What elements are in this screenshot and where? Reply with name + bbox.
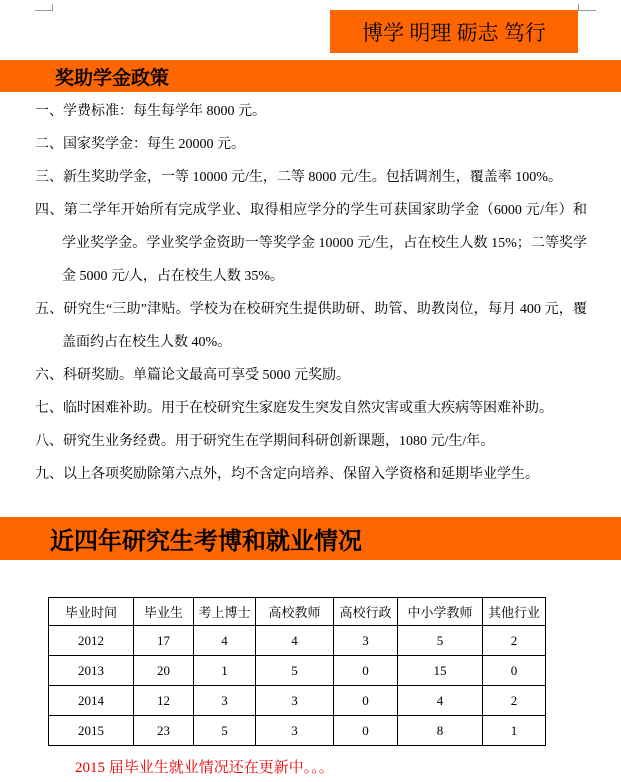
table-header-cell: 高校教师 bbox=[256, 598, 334, 626]
policy-text: 学费标准：每生每学年 8000 元。 bbox=[63, 104, 266, 119]
policy-number: 三、 bbox=[35, 170, 63, 185]
policy-text: 以上各项奖励除第六点外，均不含定向培养、保留入学资格和延期毕业学生。 bbox=[63, 467, 539, 482]
policy-number: 一、 bbox=[35, 104, 63, 119]
policy-number: 九、 bbox=[35, 467, 63, 482]
policy-list bbox=[35, 95, 587, 491]
table-header-cell: 毕业时间 bbox=[49, 598, 134, 626]
table-cell: 5 bbox=[194, 716, 256, 746]
policy-item bbox=[35, 161, 587, 194]
policy-item bbox=[35, 95, 587, 128]
policy-item bbox=[35, 392, 587, 425]
table-cell: 5 bbox=[256, 656, 334, 686]
table-row bbox=[49, 656, 546, 686]
policy-item bbox=[35, 425, 587, 458]
table-cell: 15 bbox=[398, 656, 483, 686]
table-cell: 0 bbox=[334, 656, 398, 686]
table-cell: 3 bbox=[256, 716, 334, 746]
policy-number: 六、 bbox=[35, 368, 63, 383]
table-header-cell: 考上博士 bbox=[194, 598, 256, 626]
policy-item bbox=[35, 128, 587, 161]
policy-text: 新生奖助学金，一等 10000 元/生，二等 8000 元/生。包括调剂生，覆盖率 100%。 bbox=[63, 170, 562, 185]
policy-item bbox=[35, 194, 587, 293]
table-cell: 3 bbox=[194, 686, 256, 716]
policy-item bbox=[35, 293, 587, 359]
section-title-scholarship: 奖助学金政策 bbox=[55, 67, 170, 89]
table-cell: 2 bbox=[483, 626, 546, 656]
table-cell: 0 bbox=[334, 686, 398, 716]
policy-text: 第二学年开始所有完成学业、取得相应学分的学生可获国家助学金（6000 元/年）和学业奖学金。学业奖学金资助一等奖学金 10000 元/生，占在校生人数 15%；二等奖学金 5000 元/人，占在校生人数 35%。 bbox=[62, 203, 588, 284]
table-header-row bbox=[49, 598, 546, 626]
table-cell: 3 bbox=[334, 626, 398, 656]
table-cell: 2 bbox=[483, 686, 546, 716]
table-header-cell: 其他行业 bbox=[483, 598, 546, 626]
table-cell: 2013 bbox=[49, 656, 134, 686]
table-header-cell: 中小学教师 bbox=[398, 598, 483, 626]
table-cell: 2012 bbox=[49, 626, 134, 656]
table-header-cell: 毕业生 bbox=[134, 598, 194, 626]
policy-item bbox=[35, 458, 587, 491]
table-cell: 4 bbox=[398, 686, 483, 716]
employment-table bbox=[48, 597, 546, 746]
employment-table-head bbox=[49, 598, 546, 626]
table-cell: 0 bbox=[483, 656, 546, 686]
policy-text: 研究生业务经费。用于研究生在学期间科研创新课题，1080 元/生/年。 bbox=[63, 434, 495, 449]
table-cell: 2014 bbox=[49, 686, 134, 716]
table-cell: 5 bbox=[398, 626, 483, 656]
table-cell: 2015 bbox=[49, 716, 134, 746]
table-cell: 4 bbox=[194, 626, 256, 656]
page-margin-corner-mark-left bbox=[35, 4, 53, 11]
policy-text: 国家奖学金：每生 20000 元。 bbox=[63, 137, 245, 152]
policy-item bbox=[35, 359, 587, 392]
table-cell: 1 bbox=[194, 656, 256, 686]
table-cell: 20 bbox=[134, 656, 194, 686]
employment-table-body bbox=[49, 626, 546, 746]
table-header-cell: 高校行政 bbox=[334, 598, 398, 626]
page-margin-corner-mark-right bbox=[578, 4, 596, 11]
policy-text: 研究生“三助”津贴。学校为在校研究生提供助研、助管、助教岗位，每月 400 元，覆盖面约占在校生人数 40%。 bbox=[62, 302, 587, 350]
update-note: 2015 届毕业生就业情况还在更新中。。。 bbox=[75, 760, 334, 776]
policy-number: 八、 bbox=[35, 434, 63, 449]
table-cell: 0 bbox=[334, 716, 398, 746]
table-cell: 12 bbox=[134, 686, 194, 716]
table-row bbox=[49, 686, 546, 716]
table-cell: 1 bbox=[483, 716, 546, 746]
policy-number: 二、 bbox=[35, 137, 63, 152]
table-cell: 23 bbox=[134, 716, 194, 746]
policy-number: 七、 bbox=[35, 401, 63, 416]
table-row bbox=[49, 716, 546, 746]
table-cell: 8 bbox=[398, 716, 483, 746]
motto-banner bbox=[330, 10, 578, 53]
policy-text: 科研奖励。单篇论文最高可享受 5000 元奖励。 bbox=[63, 368, 350, 383]
policy-number: 四、 bbox=[35, 203, 64, 218]
table-cell: 4 bbox=[256, 626, 334, 656]
section-header-employment bbox=[0, 517, 621, 560]
table-cell: 17 bbox=[134, 626, 194, 656]
policy-text: 临时困难补助。用于在校研究生家庭发生突发自然灾害或重大疾病等困难补助。 bbox=[63, 401, 553, 416]
section-title-employment: 近四年研究生考博和就业情况 bbox=[50, 529, 362, 555]
table-row bbox=[49, 626, 546, 656]
policy-number: 五、 bbox=[35, 302, 64, 317]
motto-text: 博学 明理 砺志 笃行 bbox=[362, 20, 546, 45]
section-header-scholarship bbox=[0, 60, 621, 92]
table-cell: 3 bbox=[256, 686, 334, 716]
